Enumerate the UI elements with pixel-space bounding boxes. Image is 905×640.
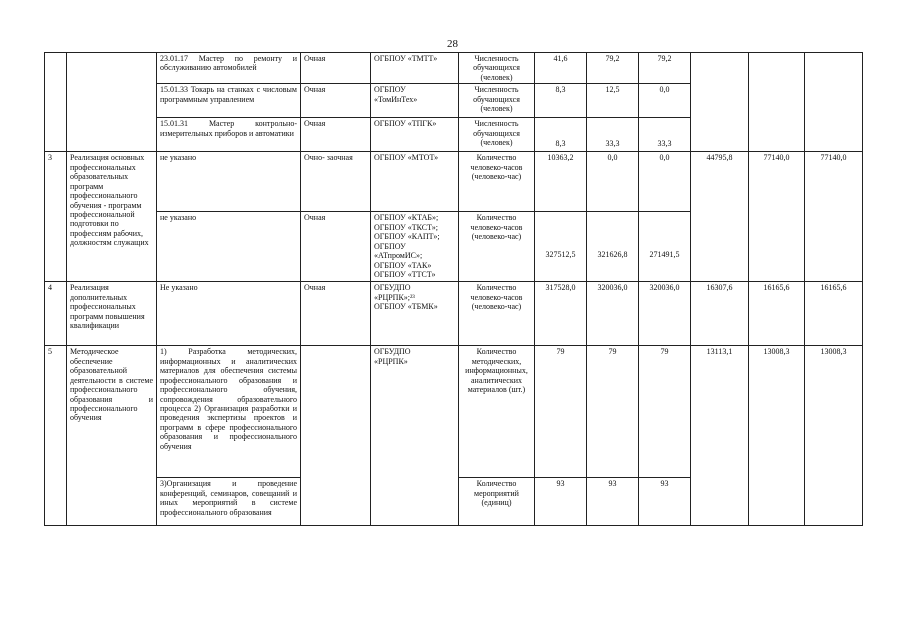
indicator-unit-cell: Количество человеко-часов (человеко-час) <box>459 152 535 212</box>
value-cell: 93 <box>535 478 587 526</box>
value-cell: 79,2 <box>639 53 691 84</box>
indicator-unit-cell: Численность обучающихся (человек) <box>459 84 535 118</box>
form-cell: Очная <box>301 118 371 152</box>
value-cell: 93 <box>587 478 639 526</box>
value-cell: 79 <box>535 346 587 478</box>
row-number-cell: 3 <box>45 152 67 282</box>
organization-cell: ОГБУДПО «РЦРПК»;²³ ОГБПОУ «ТБМК» <box>371 282 459 346</box>
total-cell: 13113,1 <box>691 346 749 526</box>
direction-cell: 3)Организация и проведение конференций, семинаров, совещаний и иных мероприятий в системе профессионального образования <box>157 478 301 526</box>
total-cell: 13008,3 <box>805 346 863 526</box>
value-cell: 320036,0 <box>587 282 639 346</box>
value-cell: 10363,2 <box>535 152 587 212</box>
table-row <box>45 282 863 346</box>
form-cell: Очная <box>301 84 371 118</box>
total-cell: 16165,6 <box>749 282 805 346</box>
indicator-unit-cell: Численность обучающихся (человек) <box>459 53 535 84</box>
value-cell: 93 <box>639 478 691 526</box>
service-name-cell <box>67 53 157 152</box>
indicator-unit-cell: Численность обучающихся (человек) <box>459 118 535 152</box>
form-cell: Очная <box>301 282 371 346</box>
organization-cell: ОГБПОУ «ТПГК» <box>371 118 459 152</box>
organization-cell: ОГБПОУ «ТомИнТех» <box>371 84 459 118</box>
form-cell: Очно- заочная <box>301 152 371 212</box>
row-number-cell: 4 <box>45 282 67 346</box>
organization-cell: ОГБПОУ «ТМТТ» <box>371 53 459 84</box>
total-cell: 77140,0 <box>749 152 805 282</box>
total-cell: 16165,6 <box>805 282 863 346</box>
total-cell <box>749 53 805 152</box>
direction-cell: не указано <box>157 152 301 212</box>
service-name-cell: Реализация дополнительных профессиональных программ повышения квалификации <box>67 282 157 346</box>
value-cell: 317528,0 <box>535 282 587 346</box>
total-cell <box>691 53 749 152</box>
direction-cell: Не указано <box>157 282 301 346</box>
value-cell: 79,2 <box>587 53 639 84</box>
value-cell: 33,3 <box>639 118 691 152</box>
total-cell: 77140,0 <box>805 152 863 282</box>
table-row <box>45 346 863 478</box>
indicator-unit-cell: Количество мероприятий (единиц) <box>459 478 535 526</box>
value-cell: 79 <box>639 346 691 478</box>
value-cell: 327512,5 <box>535 212 587 282</box>
indicator-unit-cell: Количество человеко-часов (человеко-час) <box>459 212 535 282</box>
total-cell: 13008,3 <box>749 346 805 526</box>
value-cell: 0,0 <box>639 84 691 118</box>
value-cell: 0,0 <box>639 152 691 212</box>
value-cell: 321626,8 <box>587 212 639 282</box>
form-cell: Очная <box>301 53 371 84</box>
organization-cell: ОГБУДПО «РЦРПК» <box>371 346 459 526</box>
total-cell <box>805 53 863 152</box>
value-cell: 12,5 <box>587 84 639 118</box>
organization-cell: ОГБПОУ «МТОТ» <box>371 152 459 212</box>
direction-cell: 1) Разработка методических, информационных и аналитических материалов для обеспечения системы профессионального образования и профессионального обучения, сопровождения образовательного процесса 2) Организация разработки и проведения экспертизы проектов и программ в сфере профессионального образования и профессионального обучения <box>157 346 301 478</box>
direction-cell: 15.01.31 Мастер контрольно-измерительных приборов и автоматики <box>157 118 301 152</box>
indicator-unit-cell: Количество методических, информационных, аналитических материалов (шт.) <box>459 346 535 478</box>
direction-cell: 15.01.33 Токарь на станках с числовым программным управлением <box>157 84 301 118</box>
direction-cell: не указано <box>157 212 301 282</box>
total-cell: 44795,8 <box>691 152 749 282</box>
form-cell <box>301 346 371 526</box>
value-cell: 320036,0 <box>639 282 691 346</box>
organization-cell: ОГБПОУ «КТАБ»; ОГБПОУ «ТКСТ»; ОГБПОУ «КАПТ»; ОГБПОУ «АТпромИС»; ОГБПОУ «ТАК» ОГБПОУ «ТТСТ» <box>371 212 459 282</box>
table-row <box>45 152 863 212</box>
value-cell: 8,3 <box>535 118 587 152</box>
indicator-unit-cell: Количество человеко-часов (человеко-час) <box>459 282 535 346</box>
service-name-cell: Реализация основных профессиональных образовательных программ профессионального обучения - программ профессиональной подготовки по профессиям рабочих, должностям служащих <box>67 152 157 282</box>
form-cell: Очная <box>301 212 371 282</box>
value-cell: 79 <box>587 346 639 478</box>
service-name-cell: Методическое обеспечение образовательной деятельности в системе профессионального образования и профессионального обучения <box>67 346 157 526</box>
value-cell: 41,6 <box>535 53 587 84</box>
row-number-cell: 5 <box>45 346 67 526</box>
page-number: 28 <box>447 38 458 50</box>
services-table <box>44 52 863 526</box>
value-cell: 0,0 <box>587 152 639 212</box>
table-row <box>45 53 863 84</box>
value-cell: 8,3 <box>535 84 587 118</box>
direction-cell: 23.01.17 Мастер по ремонту и обслуживанию автомобилей <box>157 53 301 84</box>
value-cell: 33,3 <box>587 118 639 152</box>
total-cell: 16307,6 <box>691 282 749 346</box>
row-number-cell <box>45 53 67 152</box>
value-cell: 271491,5 <box>639 212 691 282</box>
